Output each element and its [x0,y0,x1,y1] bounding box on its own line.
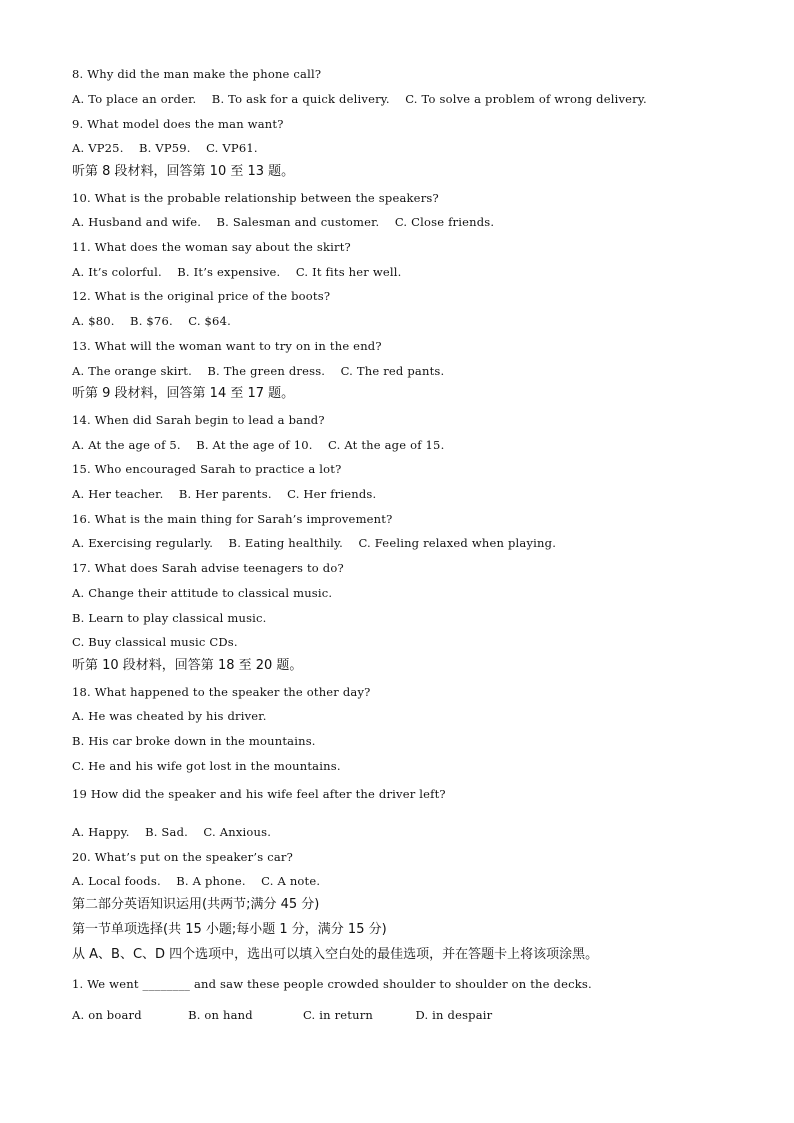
question-11: 11. What does the woman say about the skirt? [72,240,351,254]
options-19: A. Happy. B. Sad. C. Anxious. [72,825,272,839]
section-one-instruction: 从 A、B、C、D 四个选项中，选出可以填入空白处的最佳选项，并在答题卡上将该项涂黑。 [72,947,599,962]
question-19: 19 How did the speaker and his wife feel after the driver left? [72,787,446,801]
question-12: 12. What is the original price of the boots? [72,289,331,303]
question-17: 17. What does Sarah advise teenagers to do? [72,561,344,575]
option-18c: C. He and his wife got lost in the mountains. [72,759,341,773]
option-18b: B. His car broke down in the mountains. [72,734,316,748]
section-instruction-8: 听第 8 段材料，回答第 10 至 13 题。 [72,164,295,179]
question-14: 14. When did Sarah begin to lead a band? [72,413,325,427]
options-12: A. $80. B. $76. C. $64. [72,314,231,328]
options-1: A. on board B. on hand C. in return D. in despair [72,1008,493,1022]
option-17a: A. Change their attitude to classical music. [72,586,333,600]
options-13: A. The orange skirt. B. The green dress. C. The red pants. [72,364,445,378]
question-18: 18. What happened to the speaker the other day? [72,685,371,699]
options-16: A. Exercising regularly. B. Eating healthily. C. Feeling relaxed when playing. [72,536,557,550]
question-20: 20. What’s put on the speaker’s car? [72,850,293,864]
question-1: 1. We went ________ and saw these people crowded shoulder to shoulder on the decks. [72,977,592,991]
question-9: 9. What model does the man want? [72,117,284,131]
question-13: 13. What will the woman want to try on in the end? [72,339,382,353]
option-17c: C. Buy classical music CDs. [72,635,238,649]
question-8: 8. Why did the man make the phone call? [72,67,322,81]
section-instruction-9: 听第 9 段材料，回答第 14 至 17 题。 [72,386,295,401]
question-15: 15. Who encouraged Sarah to practice a lot? [72,462,342,476]
option-17b: B. Learn to play classical music. [72,611,267,625]
question-10: 10. What is the probable relationship between the speakers? [72,191,439,205]
question-16: 16. What is the main thing for Sarah’s improvement? [72,512,393,526]
options-9: A. VP25. B. VP59. C. VP61. [72,141,258,155]
section-instruction-10: 听第 10 段材料，回答第 18 至 20 题。 [72,658,303,673]
section-one-heading: 第一节单项选择(共 15 小题;每小题 1 分，满分 15 分) [72,922,387,937]
options-8: A. To place an order. B. To ask for a quick delivery. C. To solve a problem of wrong delivery. [72,92,647,106]
options-20: A. Local foods. B. A phone. C. A note. [72,874,321,888]
options-10: A. Husband and wife. B. Salesman and customer. C. Close friends. [72,215,495,229]
options-11: A. It’s colorful. B. It’s expensive. C. It fits her well. [72,265,402,279]
options-15: A. Her teacher. B. Her parents. C. Her friends. [72,487,377,501]
part-two-heading: 第二部分英语知识运用(共两节;满分 45 分) [72,897,320,912]
option-18a: A. He was cheated by his driver. [72,709,267,723]
options-14: A. At the age of 5. B. At the age of 10. C. At the age of 15. [72,438,445,452]
